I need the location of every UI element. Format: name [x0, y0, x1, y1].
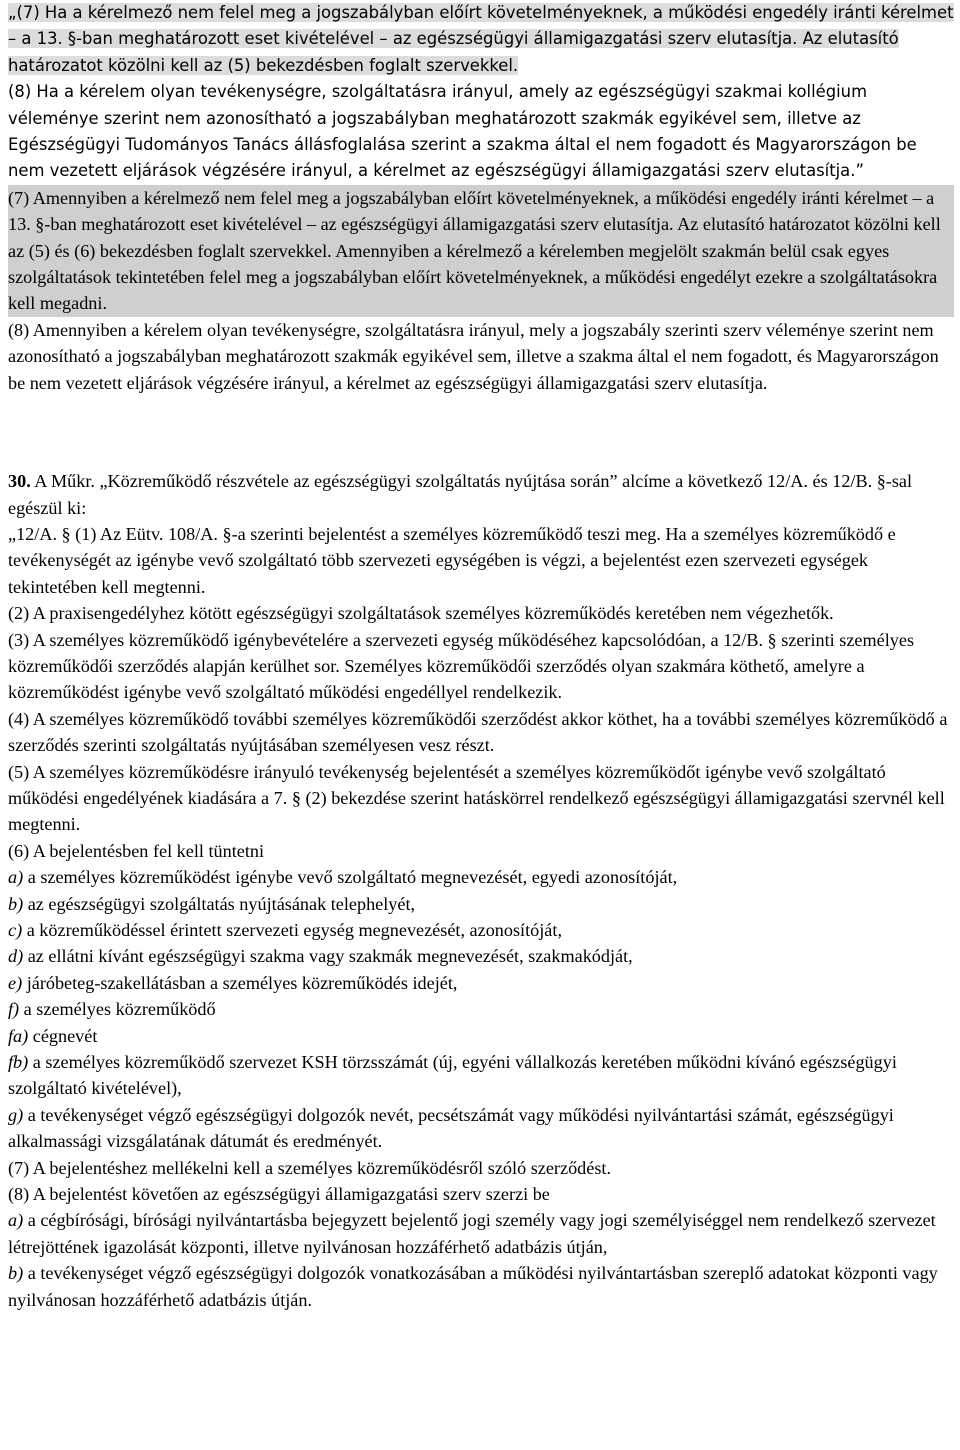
list-text: a tevékenységet végző egészségügyi dolgozók vonatkozásában a működési nyilvántartásban szereplő adatokat központi vagy nyilvánosan hozzáférhető adatbázis útján. — [8, 1263, 938, 1310]
section-paragraph-5: (5) A személyes közreműködésre irányuló tevékenység bejelentését a személyes közreműködőt igénybe vevő szolgáltató működési engedélyének kiadására a 7. § (2) bekezdése szerint hatáskörrel rendelkező egészségügyi államigazgatási szervnél kell megtenni. — [8, 761, 945, 835]
list-text: a személyes közreműködő — [19, 999, 216, 1020]
list-text: a tevékenységet végző egészségügyi dolgozók nevét, pecsétszámát vagy működési nyilvántartási számát, egészségügyi alkalmassági vizsgálatának dátumát és eredményét. — [8, 1104, 894, 1152]
section-paragraph-4: (4) A személyes közreműködő további személyes közreműködői szerződést akkor köthet, ha a további személyes közreműködő a szerződés szerinti szolgáltatás nyújtásában személyesen vesz részt. — [8, 708, 948, 756]
list-marker: g) — [8, 1104, 24, 1125]
new-paragraph-7: (7) Amennyiben a kérelmező nem felel meg a jogszabályban előírt követelményeknek, a működési engedély iránti kérelmet – a 13. §-ban meghatározott eset kivételével – az egészségügyi államigazgatási szerv elutasítja. Az elutasító határozatot közölni kell az (5) és (6) bekezdésben foglalt szervekkel. Amennyiben a kérelmező a kérelemben megjelölt szakmán belül csak egyes szolgáltatások tekintetében felel meg a jogszabályban előírt követelményeknek, a működési engedélyt ezekre a szolgáltatásokra kell megadni. — [8, 185, 954, 317]
spacer — [8, 396, 954, 468]
old-text-block — [8, 0, 954, 185]
list-item — [8, 1023, 954, 1049]
list-marker: f) — [8, 999, 20, 1020]
list-marker: a) — [8, 867, 24, 888]
section-paragraph-1: „12/A. § (1) Az Eütv. 108/A. §-a szerinti bejelentést a személyes közreműködő teszi meg. Ha a személyes közreműködő e tevékenységét az igénybe vevő szolgáltató több szervezeti egységében is végzi, a bejelentést ezen szervezeti egységek tekintetében kell megtenni. — [8, 523, 896, 597]
list-marker: c) — [8, 920, 23, 940]
list-text: cégnevét — [28, 1025, 98, 1046]
list-marker: fa) — [8, 1025, 29, 1046]
list-item — [8, 891, 954, 917]
document-page — [8, 0, 954, 1313]
list-text: a közreműködéssel érintett szervezeti egység megnevezését, azonosítóját, — [22, 920, 562, 940]
list-item — [8, 970, 954, 996]
list-item — [8, 1260, 954, 1313]
old-paragraph-7: „(7) Ha a kérelmező nem felel meg a jogszabályban előírt követelményeknek, a működési engedély iránti kérelmet – a 13. §-ban meghatározott eset kivételével – az egészségügyi államigazgatási szerv elutasítja. Az elutasító határozatot közölni kell az (5) bekezdésben foglalt szervekkel. — [8, 3, 954, 75]
section-intro-text: A Műkr. „Közreműködő részvétele az egészségügyi szolgáltatás nyújtása során” alcíme a következő 12/A. és 12/B. §-sal egészül ki: — [8, 471, 913, 518]
list-text: az egészségügyi szolgáltatás nyújtásának telephelyét, — [23, 893, 416, 914]
list-item — [8, 996, 954, 1022]
list-item — [8, 917, 954, 943]
list-text: az ellátni kívánt egészségügyi szakma vagy szakmák megnevezését, szakmakódját, — [23, 946, 633, 967]
section-paragraph-2: (2) A praxisengedélyhez kötött egészségügyi szolgáltatások személyes közreműködés keretében nem végezhetők. — [8, 603, 834, 624]
list-item — [8, 864, 954, 890]
list-marker: fb) — [8, 1052, 29, 1073]
list-marker: b) — [8, 893, 24, 914]
list-text: a cégbírósági, bírósági nyilvántartásba bejegyzett bejelentő jogi személy vagy jogi személyiséggel nem rendelkező szervezet létrejöttének igazolását központi, illetve nyilvánosan hozzáférhető adatbázis útján, — [8, 1210, 936, 1257]
section-30 — [8, 468, 954, 1313]
old-paragraph-8: (8) Ha a kérelem olyan tevékenységre, szolgáltatásra irányul, amely az egészségügyi szakmai kollégium véleménye szerint nem azonosítható a jogszabályban meghatározott szakmák egyikével sem, illetve az Egészségügyi Tudományos Tanács állásfoglalása szerint a szakma által el nem fogadott és Magyarországon be nem vezetett eljárások végzésére irányul, a kérelmet az egészségügyi államigazgatási szerv elutasítja.” — [8, 82, 917, 181]
list-item — [8, 1102, 954, 1155]
list-text: a személyes közreműködést igénybe vevő szolgáltató megnevezését, egyedi azonosítóját, — [23, 867, 678, 888]
list-item — [8, 1049, 954, 1102]
section-number: 30. — [8, 471, 31, 492]
section-paragraph-6: (6) A bejelentésben fel kell tüntetni — [8, 840, 265, 861]
new-paragraph-8: (8) Amennyiben a kérelem olyan tevékenységre, szolgáltatásra irányul, mely a jogszabály szerinti szerv véleménye szerint nem azonosítható a jogszabályban meghatározott szakmák egyikével sem, illetve a szakma által el nem fogadott, és Magyarországon be nem vezetett eljárások végzésére irányul, a kérelmet az egészségügyi államigazgatási szerv elutasítja. — [8, 319, 939, 393]
list-item — [8, 943, 954, 969]
list-text: járóbeteg-szakellátásban a személyes közreműködés idejét, — [22, 972, 458, 993]
section-30-intro — [8, 468, 954, 521]
section-paragraph-7: (7) A bejelentéshez mellékelni kell a személyes közreműködésről szóló szerződést. — [8, 1157, 612, 1178]
list-item — [8, 1207, 954, 1260]
new-text-block — [8, 185, 954, 396]
list-text: a személyes közreműködő szervezet KSH törzsszámát (új, egyéni vállalkozás keretében működni kívánó egészségügyi szolgáltató kivételével), — [8, 1052, 897, 1099]
list-marker: b) — [8, 1263, 24, 1284]
list-marker: a) — [8, 1210, 24, 1231]
section-paragraph-8: (8) A bejelentést követően az egészségügyi államigazgatási szerv szerzi be — [8, 1184, 550, 1205]
list-marker: d) — [8, 946, 24, 967]
list-marker: e) — [8, 972, 23, 993]
section-paragraph-3: (3) A személyes közreműködő igénybevételére a szervezeti egység működéséhez kapcsolódóan, a 12/B. § szerinti személyes közreműködői szerződés alapján kerülhet sor. Személyes közreműködői szerződés olyan szakmára köthető, amelyre a közreműködést igénybe vevő szolgáltató működési engedéllyel rendelkezik. — [8, 629, 915, 703]
